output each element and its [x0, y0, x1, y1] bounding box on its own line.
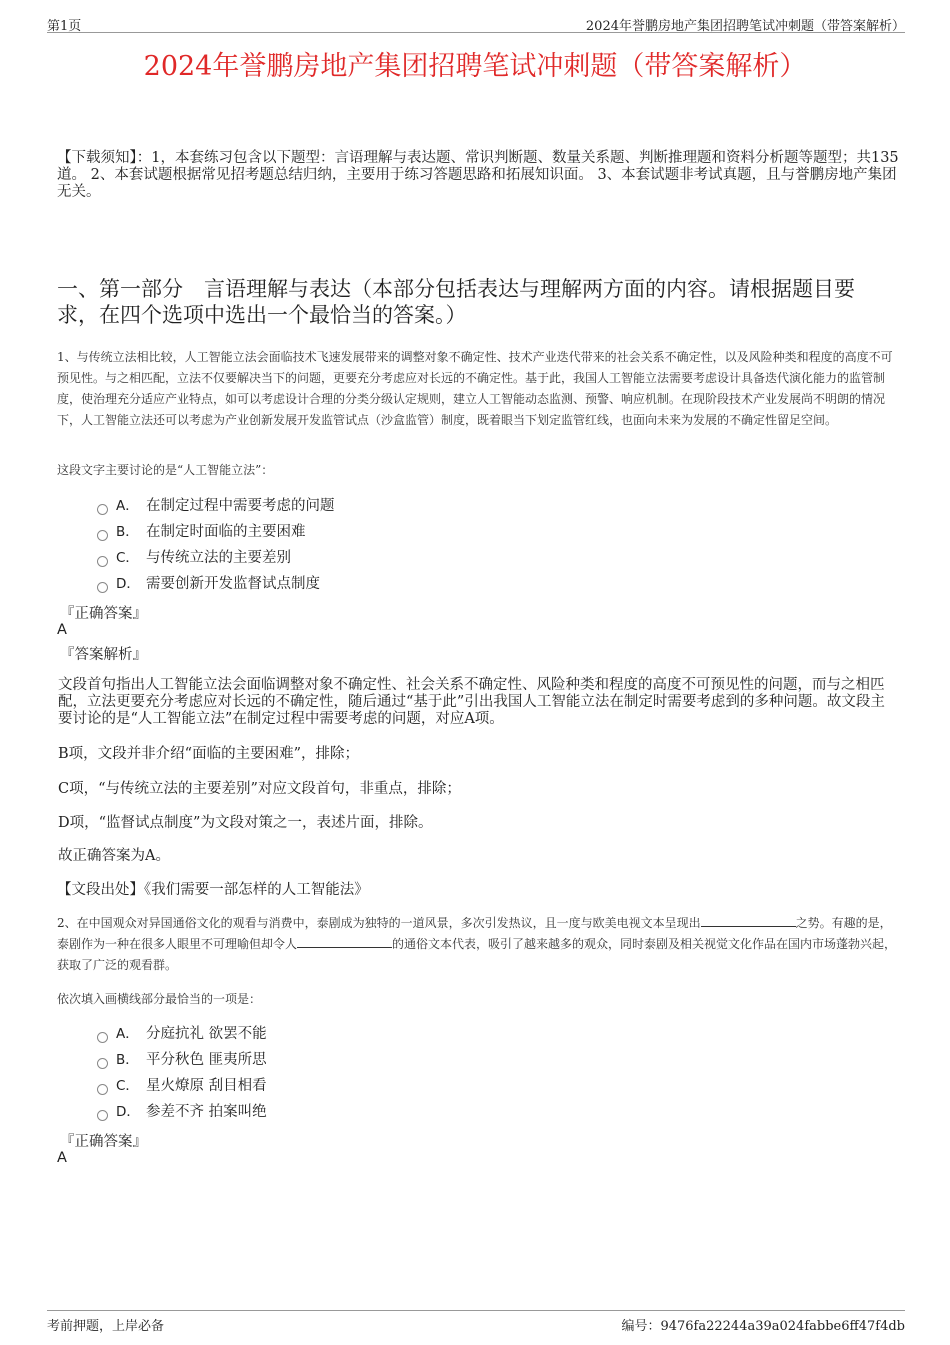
fill-blank	[701, 914, 796, 927]
download-notice: 【下载须知】：1，本套练习包含以下题型：言语理解与表达题、常识判断题、数量关系题、判断推理题和资料分析题等题型；共135道。 2、本套试题根据常见招考题总结归纳，主要用于练习答题思路和拓展知识面。 3、本套试题非考试真题，且与誉鹏房地产集团无关。	[57, 150, 899, 200]
section-title: 一、第一部分 言语理解与表达（本部分包括表达与理解两方面的内容。请根据题目要求，在四个选项中选出一个最恰当的答案。）	[57, 277, 855, 327]
question-2-text: 2、在中国观众对异国通俗文化的观看与消费中，泰剧成为独特的一道风景，多次引发热议，且一度与欧美电视文本呈现出 之势。有趣的是，泰剧作为一种在很多人眼里不可理喻但却令人 的通俗文本代表，吸引了越来越多的观众，同时泰剧及相关视觉文化作品在国内市场蓬勃兴起，获取了广泛的观看群。	[57, 916, 897, 972]
analysis-paragraph: B项，文段并非介绍“面临的主要困难”，排除；	[58, 746, 359, 762]
option-a[interactable]: A． 在制定过程中需要考虑的问题	[97, 493, 335, 519]
fill-blank	[297, 935, 392, 948]
radio-icon[interactable]	[97, 556, 108, 567]
question-1-options	[97, 493, 335, 597]
correct-answer-label: 『正确答案』	[60, 1134, 147, 1150]
radio-icon[interactable]	[97, 1058, 108, 1069]
question-1-text: 1、与传统立法相比较，人工智能立法会面临技术飞速发展带来的调整对象不确定性、技术产业迭代带来的社会关系不确定性，以及风险种类和程度的高度不可预见性。与之相匹配，立法不仅要解决当下的问题，更要充分考虑应对长远的不确定性。基于此，我国人工智能立法需要考虑设计具备迭代演化能力的监管制度，使治理充分适应产业特点，如可以考虑设计合理的分类分级认定规则，建立人工智能动态监测、预警、响应机制。在现阶段技术产业发展尚不明朗的情况下，人工智能立法还可以考虑为产业创新发展开发监管试点（沙盒监管）制度，既着眼当下划定监管红线，也面向未来为发展的不确定性留足空间。	[57, 350, 893, 427]
source-citation: 【文段出处】《我们需要一部怎样的人工智能法》	[57, 882, 369, 898]
radio-icon[interactable]	[97, 530, 108, 541]
correct-answer: A	[57, 1150, 67, 1166]
option-d[interactable]: D． 参差不齐 拍案叫绝	[97, 1099, 267, 1125]
analysis-paragraph: 文段首句指出人工智能立法会面临调整对象不确定性、社会关系不确定性、风险种类和程度的高度不可预见性的问题，而与之相匹配，立法更要充分考虑应对长远的不确定性，随后通过“基于此”引出我国人工智能立法在制定时需要考虑到的多种问题。故文段主要讨论的是“人工智能立法”在制定过程中需要考虑的问题，对应A项。	[58, 677, 885, 727]
option-b[interactable]: B． 在制定时面临的主要困难	[97, 519, 335, 545]
option-a[interactable]: A． 分庭抗礼 欲罢不能	[97, 1021, 267, 1047]
question-1-stem: 这段文字主要讨论的是“人工智能立法”：	[57, 463, 274, 477]
footer-slogan: 考前押题，上岸必备	[47, 1319, 165, 1334]
footer-serial: 编号：9476fa22244a39a024fabbe6ff47f4db	[621, 1319, 905, 1334]
radio-icon[interactable]	[97, 582, 108, 593]
radio-icon[interactable]	[97, 1110, 108, 1121]
analysis-label: 『答案解析』	[60, 647, 147, 663]
option-c[interactable]: C． 与传统立法的主要差别	[97, 545, 335, 571]
radio-icon[interactable]	[97, 1032, 108, 1043]
question-2-stem: 依次填入画横线部分最恰当的一项是：	[57, 992, 262, 1006]
option-b[interactable]: B． 平分秋色 匪夷所思	[97, 1047, 267, 1073]
document-title: 2024年誉鹏房地产集团招聘笔试冲刺题（带答案解析）	[143, 51, 807, 82]
question-2-options	[97, 1021, 267, 1125]
analysis-paragraph: D项，“监督试点制度”为文段对策之一，表述片面，排除。	[58, 815, 433, 831]
analysis-paragraph: C项，“与传统立法的主要差别”对应文段首句，非重点，排除；	[58, 781, 461, 797]
option-c[interactable]: C． 星火燎原 刮目相看	[97, 1073, 267, 1099]
analysis-paragraph: 故正确答案为A。	[58, 848, 170, 864]
radio-icon[interactable]	[97, 1084, 108, 1095]
correct-answer: A	[57, 622, 67, 638]
header-doc-title: 2024年誉鹏房地产集团招聘笔试冲刺题（带答案解析）	[585, 19, 905, 34]
correct-answer-label: 『正确答案』	[60, 606, 147, 622]
radio-icon[interactable]	[97, 504, 108, 515]
page-header	[47, 14, 905, 33]
page-number: 第1页	[47, 19, 82, 34]
option-d[interactable]: D． 需要创新开发监督试点制度	[97, 571, 335, 597]
page-footer	[47, 1310, 905, 1334]
